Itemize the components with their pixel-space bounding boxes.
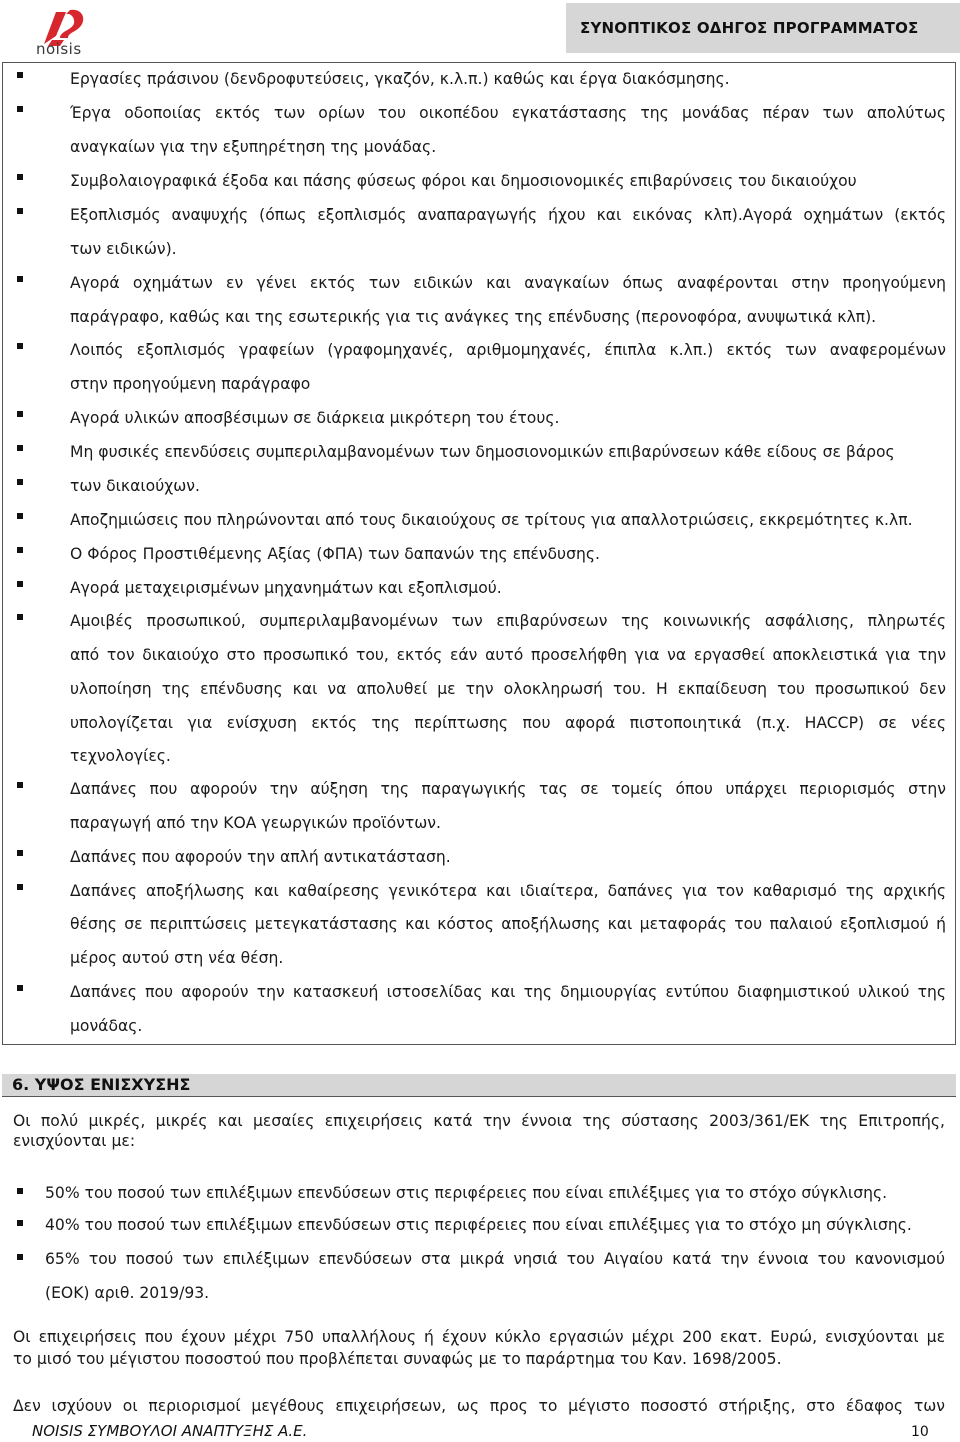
- bullet-marker: [17, 174, 23, 180]
- bullet-marker: [17, 276, 23, 282]
- list-line: υλοποίηση της επένδυσης και να απολυθεί με την ολοκληρωσή του. Η εκπαίδευση του προσωπικού δεν: [70, 680, 946, 698]
- bullet-marker: [17, 513, 23, 519]
- document-title: ΣΥΝΟΠΤΙΚΟΣ ΟΔΗΓΟΣ ΠΡΟΓΡΑΜΜΑΤΟΣ: [580, 19, 919, 37]
- list-line: παράγραφο, καθώς και της εσωτερικής για τις ανάγκες της επένδυσης (περονοφόρα, ανυψωτικά κλπ).: [70, 308, 877, 326]
- bullet-marker: [17, 614, 23, 620]
- support-rate-item: 50% του ποσού των επιλέξιμων επενδύσεων στις περιφέρειες που είναι επιλέξιμες για το στόχο σύγκλισης.: [45, 1184, 888, 1202]
- list-line: παραγωγή από την ΚΟΑ γεωργικών προϊόντων.: [70, 814, 441, 832]
- bullet-marker: [17, 1220, 23, 1226]
- paragraph-line: το μισό του μέγιστου ποσοστού που προβλέπεται συναφώς με το παράρτημα του Καν. 1698/2005.: [13, 1350, 782, 1368]
- bullet-marker: [17, 208, 23, 214]
- list-line: θέσης σε περιπτώσεις μετεγκατάστασης και κόστος αποξήλωσης και μεταφοράς του παλαιού εξοπλισμού ή: [70, 915, 946, 933]
- section-intro-line: Οι πολύ μικρές, μικρές και μεσαίες επιχειρήσεις κατά την έννοια της σύστασης 2003/361/ΕΚ της Επιτροπής,: [13, 1112, 945, 1130]
- paragraph-line: Οι επιχειρήσεις που έχουν μέχρι 750 υπαλλήλους ή έχουν κύκλο εργασιών μέχρι 200 εκατ. Ευρώ, ενισχύονται με: [13, 1328, 945, 1346]
- section-intro-line: ενισχύονται με:: [13, 1132, 136, 1150]
- support-rate-item: 40% του ποσού των επιλέξιμων επενδύσεων στις περιφέρειες που είναι επιλέξιμες για το στόχο μη σύγκλισης.: [45, 1216, 912, 1234]
- list-line: Λοιπός εξοπλισμός γραφείων (γραφομηχανές, αριθμομηχανές, έπιπλα κ.λπ.) εκτός των αναφερομένων: [70, 341, 946, 359]
- section-divider: [2, 1096, 956, 1097]
- list-line: αναγκαίων για την εξυπηρέτηση της μονάδας.: [70, 138, 437, 156]
- list-line: των δικαιούχων.: [70, 477, 200, 495]
- list-line: Εργασίες πράσινου (δενδροφυτεύσεις, γκαζόν, κ.λ.π.) καθώς και έργα διακόσμησης.: [70, 70, 730, 88]
- bullet-marker: [17, 72, 23, 78]
- list-line: Δαπάνες που αφορούν την αύξηση της παραγωγικής τας σε τομείς όπου υπάρχει περιορισμός στην: [70, 780, 946, 798]
- list-line: Δαπάνες αποξήλωσης και καθαίρεσης γενικότερα και ιδιαίτερα, δαπάνες για τον καθαρισμό της αρχικής: [70, 882, 946, 900]
- list-line: Εξοπλισμός αναψυχής (όπως εξοπλισμός αναπαραγωγής ήχου και εικόνας κλπ).Αγορά οχημάτων (εκτός: [70, 206, 946, 224]
- section-heading: 6. ΥΨΟΣ ΕΝΙΣΧΥΣΗΣ: [12, 1075, 191, 1094]
- footer-company: NOISIS ΣΥΜΒΟΥΛΟΙ ΑΝΑΠΤΥΞΗΣ Α.Ε.: [32, 1422, 308, 1440]
- bullet-marker: [17, 884, 23, 890]
- bullet-marker: [17, 343, 23, 349]
- list-line: Αγορά υλικών αποσβέσιμων σε διάρκεια μικρότερη του έτους.: [70, 409, 560, 427]
- list-line: στην προηγούμενη παράγραφο: [70, 375, 311, 393]
- list-line: μέρος αυτού στη νέα θέση.: [70, 949, 284, 967]
- page-header: [0, 0, 960, 58]
- bullet-marker: [17, 985, 23, 991]
- support-rate-item: 65% του ποσού των επιλέξιμων επενδύσεων στα μικρά νησιά του Αιγαίου κατά την έννοια του κανονισμού: [45, 1250, 945, 1268]
- bullet-marker: [17, 479, 23, 485]
- page-number: 10: [911, 1424, 929, 1440]
- list-line: των ειδικών).: [70, 240, 177, 258]
- bullet-marker: [17, 850, 23, 856]
- list-line: Αγορά οχημάτων εν γένει εκτός των ειδικών και αναγκαίων όπως αναφέρονται στην προηγούμενη: [70, 274, 946, 292]
- list-line: Ο Φόρος Προστιθέμενης Αξίας (ΦΠΑ) των δαπανών της επένδυσης.: [70, 545, 600, 563]
- list-line: Αμοιβές προσωπικού, συμπεριλαμβανομένων των επιβαρύνσεων της κοινωνικής ασφάλισης, πληρωτές: [70, 612, 946, 630]
- list-line: υπολογίζεται για ενίσχυση εκτός της περίπτωσης που αφορά πιστοποιητικά (π.χ. HACCP) σε νέες: [70, 714, 946, 732]
- list-line: Έργα οδοποιίας εκτός των ορίων του οικοπέδου εγκατάστασης της μονάδας πέραν των απολύτως: [70, 104, 946, 122]
- header-title-box: [566, 3, 960, 53]
- bullet-marker: [17, 1188, 23, 1194]
- list-line: μονάδας.: [70, 1017, 143, 1035]
- list-line: τεχνολογίες.: [70, 747, 171, 765]
- logo-wordmark: noisis: [36, 40, 82, 58]
- list-line: από τον δικαιούχο στο προσωπικό του, εκτός εάν αυτό προσελήφθη για να εργασθεί αποκλειστικά για την: [70, 646, 946, 664]
- list-line: Μη φυσικές επενδύσεις συμπεριλαμβανομένων των δημοσιονομικών επιβαρύνσεων κάθε είδους σε βάρος: [70, 443, 895, 461]
- bullet-marker: [17, 782, 23, 788]
- list-line: Δαπάνες που αφορούν την κατασκευή ιστοσελίδας και της δημιουργίας εντύπου διαφημιστικού υλικού της: [70, 983, 946, 1001]
- bullet-marker: [17, 411, 23, 417]
- list-line: Αποζημιώσεις που πληρώνονται από τους δικαιούχους σε τρίτους για απαλλοτριώσεις, εκκρεμότητες κ.λπ.: [70, 511, 913, 529]
- list-line: Δαπάνες που αφορούν την απλή αντικατάσταση.: [70, 848, 451, 866]
- bullet-marker: [17, 445, 23, 451]
- paragraph-line: Δεν ισχύουν οι περιορισμοί μεγέθους επιχειρήσεων, ως προς το μέγιστο ποσοστό στήριξης, στο έδαφος των: [13, 1397, 945, 1415]
- list-line: Συμβολαιογραφικά έξοδα και πάσης φύσεως φόροι και δημοσιονομικές επιβαρύνσεις του δικαιούχου: [70, 172, 857, 190]
- bullet-marker: [17, 106, 23, 112]
- support-rate-item: (ΕΟΚ) αριθ. 2019/93.: [45, 1284, 210, 1302]
- bullet-marker: [17, 547, 23, 553]
- bullet-marker: [17, 581, 23, 587]
- bullet-marker: [17, 1254, 23, 1260]
- section-heading-bar: [2, 1074, 956, 1096]
- list-line: Αγορά μεταχειρισμένων μηχανημάτων και εξοπλισμού.: [70, 579, 502, 597]
